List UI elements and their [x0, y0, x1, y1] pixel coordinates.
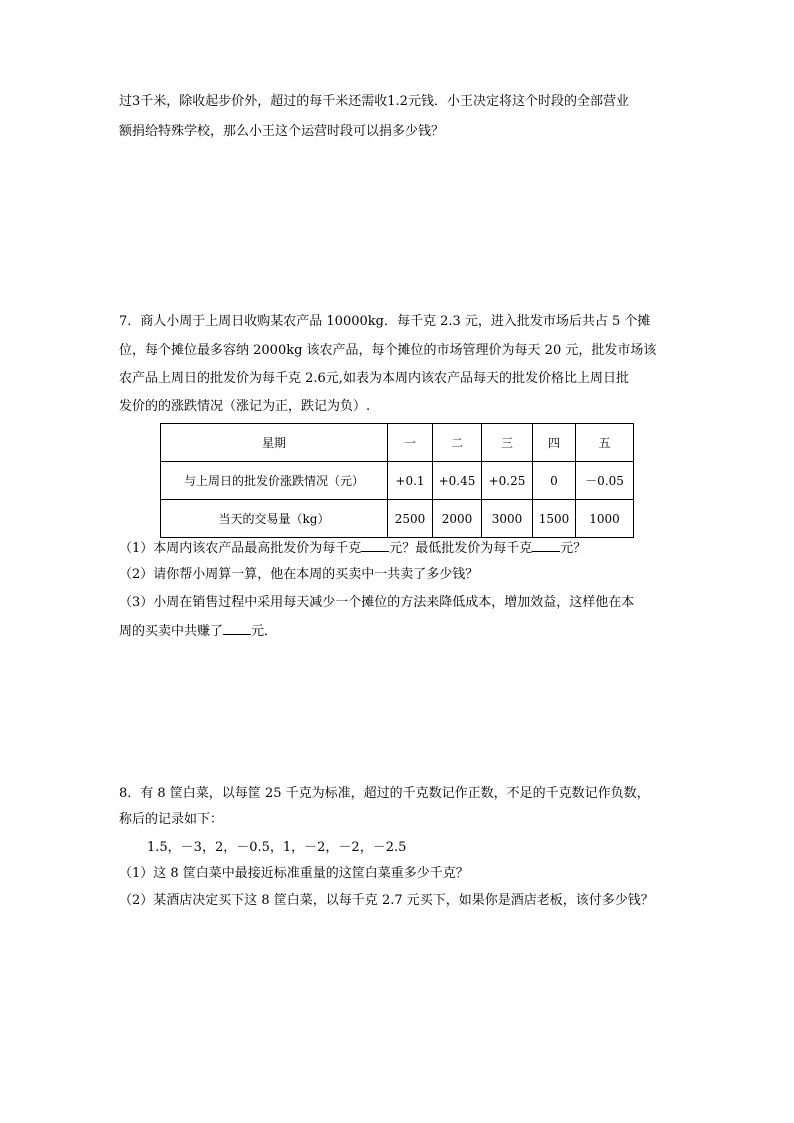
- answer-blank: [361, 539, 389, 552]
- table-row: [161, 462, 634, 500]
- table-header-cell: 二: [433, 424, 482, 462]
- problem-8-data: 1.5，－3，2，－0.5，1，－2，－2，－2.5: [147, 840, 407, 855]
- problem-6-line-1: 过3千米，除收起步价外，超过的每千米还需收1.2元钱．小王决定将这个时段的全部营业: [119, 94, 629, 109]
- table-header-cell: 三: [482, 424, 533, 462]
- problem-8-question-2: （2）某酒店决定买下这 8 筐白菜，以每千克 2.7 元买下，如果你是酒店老板，该付多少钱？: [119, 893, 654, 908]
- table-cell: －0.05: [576, 462, 634, 500]
- table-cell: +0.1: [388, 462, 433, 500]
- problem-7-question-3-line-1: （3）小周在销售过程中采用每天减少一个摊位的方法来降低成本，增加效益，这样他在本: [119, 595, 635, 610]
- problem-8-line-2: 称后的记录如下：: [119, 812, 224, 827]
- table-cell: 1000: [576, 500, 634, 538]
- question-text: 元？最低批发价为每千克: [389, 541, 533, 556]
- problem-7-line-3: 农产品上周日的批发价为每千克 2.6元,如表为本周内该农产品每天的批发价格比上周日批: [119, 371, 629, 386]
- question-text: 元．: [251, 624, 278, 639]
- table-cell: 3000: [482, 500, 533, 538]
- table-row: [161, 424, 634, 462]
- problem-8-question-1: （1）这 8 筐白菜中最接近标准重量的这筐白菜重多少千克？: [119, 866, 469, 881]
- table-header-cell: 四: [533, 424, 576, 462]
- table-cell: 与上周日的批发价涨跌情况（元）: [161, 462, 388, 500]
- table-cell: 0: [533, 462, 576, 500]
- problem-7-question-2: （2）请你帮小周算一算，他在本周的买卖中一共卖了多少钱？: [119, 567, 479, 582]
- table-header-cell: 一: [388, 424, 433, 462]
- answer-blank: [223, 622, 251, 635]
- table-cell: +0.25: [482, 462, 533, 500]
- question-text: 周的买卖中共赚了: [119, 624, 224, 639]
- price-change-table: [160, 423, 634, 538]
- table-row: [161, 500, 634, 538]
- table-cell: 当天的交易量（kg）: [161, 500, 388, 538]
- table-cell: +0.45: [433, 462, 482, 500]
- question-text: 元？: [560, 541, 587, 556]
- problem-7-line-1: 7．商人小周于上周日收购某农产品 10000kg．每千克 2.3 元，进入批发市场后共占 5 个摊: [119, 314, 651, 329]
- question-text: （1）本周内该农产品最高批发价为每千克: [119, 541, 362, 556]
- problem-8-line-1: 8．有 8 筐白菜，以每筐 25 千克为标准，超过的千克数记作正数，不足的千克数记作负数，: [119, 786, 650, 801]
- table-cell: 2500: [388, 500, 433, 538]
- problem-7-line-2: 位，每个摊位最多容纳 2000kg 该农产品，每个摊位的市场管理价为每天 20 元，批发市场该: [119, 343, 657, 358]
- table-cell: 2000: [433, 500, 482, 538]
- problem-7-question-3-line-2: [119, 622, 277, 641]
- problem-7-line-4: 发价的的涨跌情况（涨记为正，跌记为负）.: [119, 399, 371, 414]
- table-header-cell: 星期: [161, 424, 388, 462]
- answer-blank: [532, 539, 560, 552]
- table-cell: 1500: [533, 500, 576, 538]
- table-header-cell: 五: [576, 424, 634, 462]
- problem-6-line-2: 额捐给特殊学校，那么小王这个运营时段可以捐多少钱？: [119, 124, 445, 139]
- problem-7-question-1: [119, 539, 586, 558]
